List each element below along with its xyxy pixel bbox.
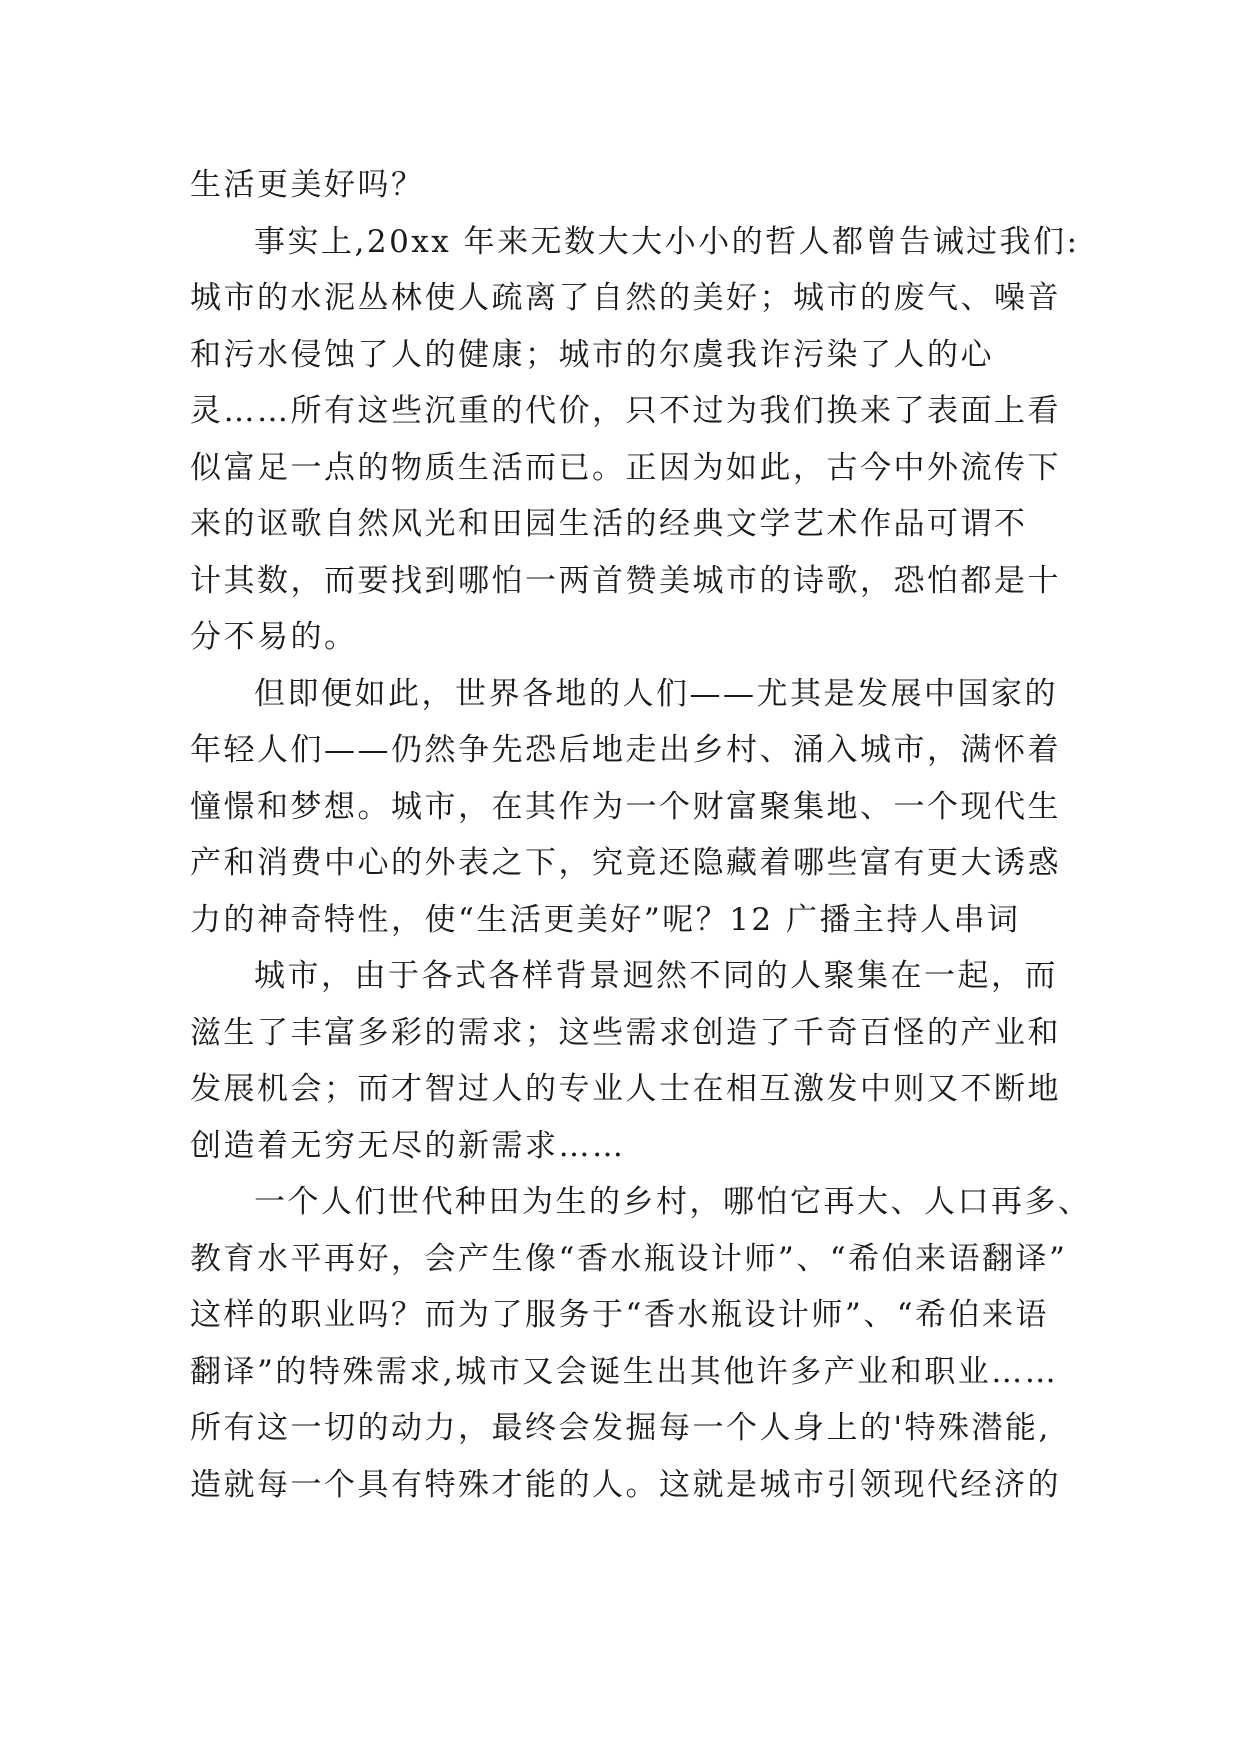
paragraph-first-line: 城市，由于各式各样背景迥然不同的人聚集在一起，而: [254, 958, 1058, 994]
text-line: 城市的水泥丛林使人疏离了自然的美好；城市的废气、噪音: [190, 280, 1061, 316]
text-line: 似富足一点的物质生活而已。正因为如此，古今中外流传下: [190, 449, 1061, 486]
text-line: 和污水侵蚀了人的健康；城市的尔虞我诈污染了人的心: [190, 336, 994, 373]
paragraph-first-line: 但即便如此，世界各地的人们——尤其是发展中国家的: [254, 675, 1058, 712]
text-line: 来的讴歌自然风光和田园生活的经典文学艺术作品可谓不: [190, 506, 1028, 542]
text-line: 翻译”的特殊需求,城市又会诞生出其他许多产业和职业……: [190, 1353, 1059, 1390]
paragraph-first-line: 一个人们世代种田为生的乡村，哪怕它再大、人口再多、: [254, 1184, 1092, 1220]
text-line: 生活更美好吗？: [190, 167, 425, 203]
text-line: 造就每一个具有特殊才能的人。这就是城市引领现代经济的: [190, 1466, 1061, 1503]
paragraph-first-line: 事实上,20xx 年来无数大大小小的哲人都曾告诫过我们:: [254, 223, 1080, 260]
text-line: 创造着无穷无尽的新需求……: [190, 1127, 626, 1164]
text-line: 力的神奇特性，使“生活更美好”呢？12 广播主持人串词: [190, 901, 1021, 938]
body-text: [190, 157, 1092, 1513]
text-line: 灵……所有这些沉重的代价，只不过为我们换来了表面上看: [190, 393, 1061, 429]
text-line: 产和消费中心的外表之下，究竟还隐藏着哪些富有更大诱惑: [190, 845, 1061, 881]
text-line: 分不易的。: [190, 619, 358, 655]
text-line: 教育水平再好，会产生像“香水瓶设计师”、“希伯来语翻译”: [190, 1240, 1068, 1277]
text-line: 所有这一切的动力，最终会发掘每一个人身上的'特殊潜能,: [190, 1410, 1051, 1446]
text-line: 发展机会；而才智过人的专业人士在相互激发中则又不断地: [190, 1071, 1061, 1107]
text-line: 这样的职业吗？而为了服务于“香水瓶设计师”、“希伯来语: [190, 1297, 1050, 1333]
text-line: 计其数，而要找到哪怕一两首赞美城市的诗歌，恐怕都是十: [190, 562, 1061, 599]
text-line: 滋生了丰富多彩的需求；这些需求创造了千奇百怪的产业和: [190, 1014, 1061, 1051]
text-line: 憧憬和梦想。城市，在其作为一个财富聚集地、一个现代生: [190, 788, 1061, 825]
text-line: 年轻人们——仍然争先恐后地走出乡村、涌入城市，满怀着: [190, 732, 1061, 768]
